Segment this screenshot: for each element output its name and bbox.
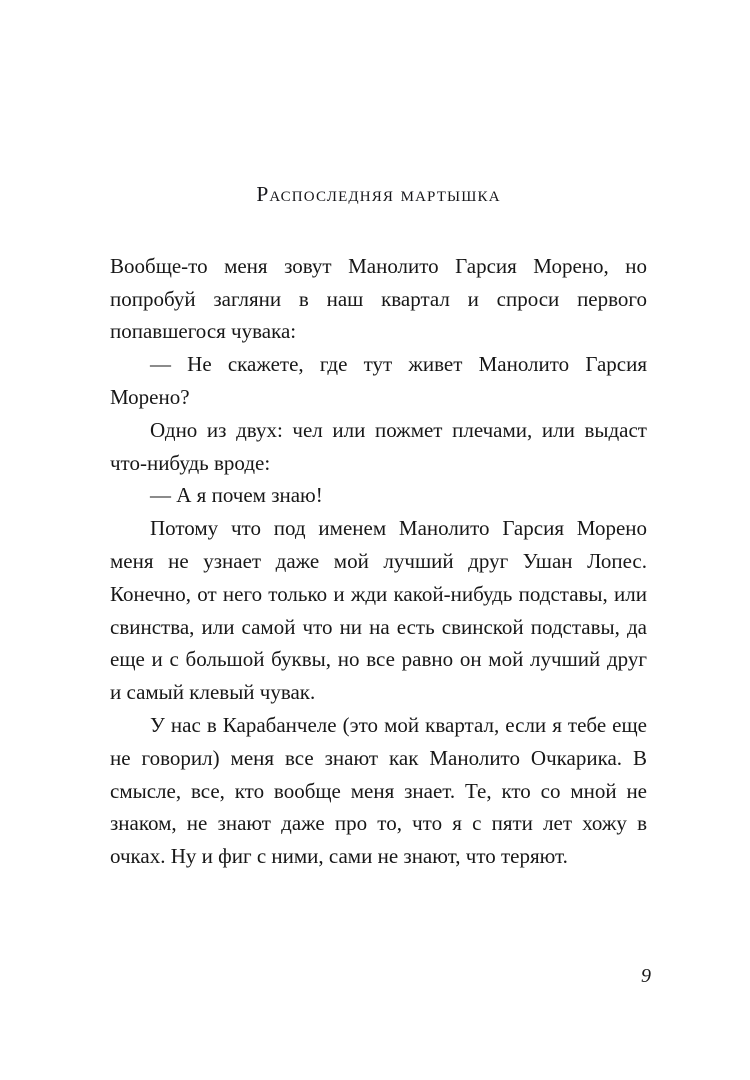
page-text-block	[110, 182, 647, 873]
chapter-title: Распоследняя мартышка	[256, 182, 501, 206]
page-number: 9	[641, 965, 651, 987]
paragraph-dialogue-1: — Не скажете, где тут живет Манолито Гарсия Морено?	[110, 352, 647, 409]
paragraph-narration-2: Потому что под именем Манолито Гарсия Морено меня не узнает даже мой лучший друг Ушан Лопес. Конечно, от него только и жди какой-нибудь подставы, или свинства, или самой что ни на есть свинской подставы, да еще и с большой буквы, но все равно он мой лучший друг и самый клевый чувак.	[110, 516, 647, 705]
paragraph-dialogue-2: — А я почем знаю!	[150, 483, 323, 508]
paragraph-narration-3: У нас в Карабанчеле (это мой квартал, если я тебе еще не говорил) меня все знают как Манолито Очкарика. В смысле, все, кто вообще меня знает. Те, кто со мной не знаком, не знают даже про то, что я с пяти лет хожу в очках. Ну и фиг с ними, сами не знают, что теряют.	[110, 712, 647, 869]
paragraph-narration-1: Одно из двух: чел или пожмет плечами, или выдаст что-нибудь вроде:	[110, 417, 647, 475]
paragraph-opening: Вообще-то меня зовут Манолито Гарсия Морено, но попробуй загляни в наш квартал и спроси первого попавшегося чувака:	[110, 253, 647, 344]
